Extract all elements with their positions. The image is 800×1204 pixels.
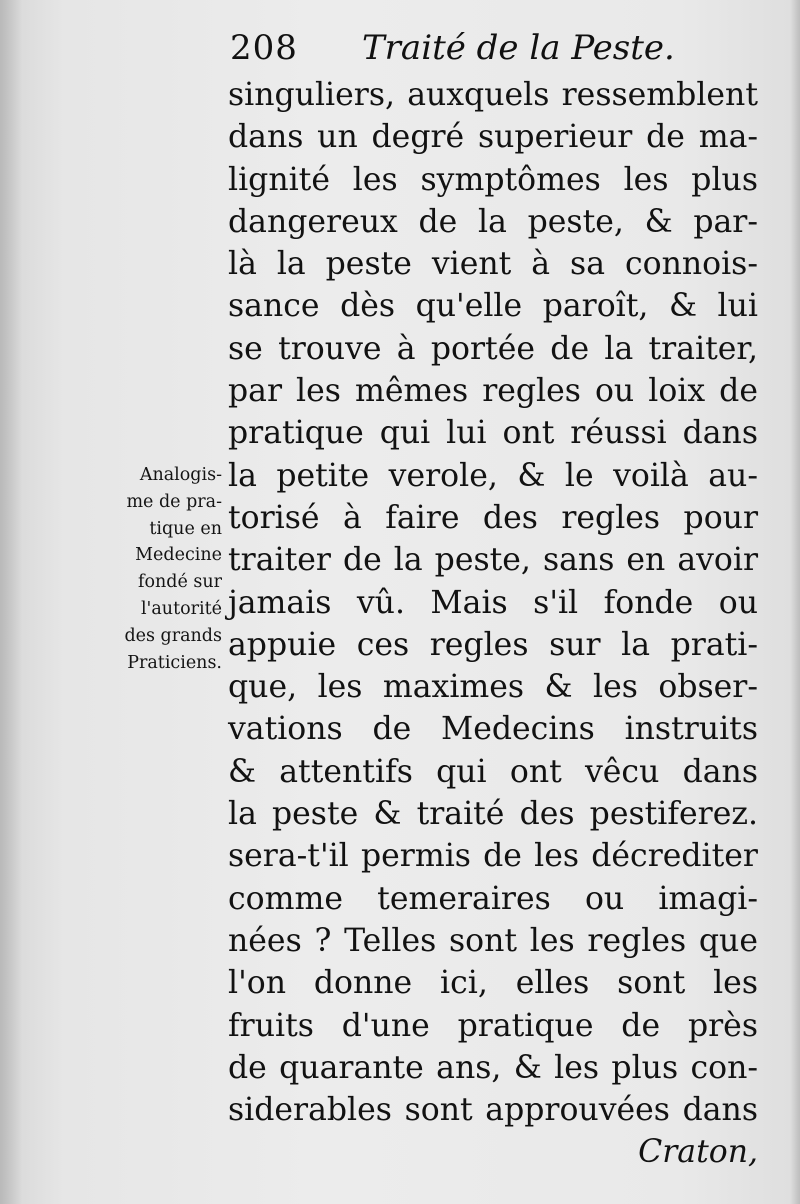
text-line: vations de Medecins instruits bbox=[228, 711, 758, 748]
text-line: sera-t'il permis de les décrediter bbox=[228, 838, 758, 875]
text-line: appuie ces regles sur la prati- bbox=[228, 626, 758, 663]
page-number: 208 bbox=[230, 28, 298, 68]
text-line: nées ? Telles sont les regles que bbox=[228, 922, 758, 959]
text-line: dans un degré superieur de ma- bbox=[228, 119, 758, 156]
text-line: dangereux de la peste, & par- bbox=[228, 203, 758, 240]
gutter-shadow bbox=[0, 0, 22, 1204]
margin-note-line: Analogis- bbox=[139, 465, 222, 485]
text-line: lignité les symptômes les plus bbox=[228, 161, 758, 198]
margin-note-line: des grands bbox=[124, 625, 222, 646]
margin-note-line: l'autorité bbox=[140, 598, 222, 619]
page-edge bbox=[790, 0, 800, 1204]
text-line: sance dès qu'elle paroît, & lui bbox=[228, 288, 758, 325]
margin-note-line: fondé sur bbox=[137, 572, 222, 593]
text-line: & attentifs qui ont vêcu dans bbox=[228, 753, 758, 790]
catchword: Craton, bbox=[638, 1134, 758, 1171]
body-text bbox=[228, 74, 758, 1174]
text-line: comme temeraires ou imagi- bbox=[228, 880, 758, 917]
page-header bbox=[230, 22, 770, 78]
text-line: que, les maximes & les obser- bbox=[228, 669, 758, 706]
text-line: de quarante ans, & les plus con- bbox=[228, 1049, 758, 1086]
text-line: pratique qui lui ont réussi dans bbox=[228, 415, 758, 452]
margin-note-line: me de pra- bbox=[126, 491, 222, 512]
text-line: la petite verole, & le voilà au- bbox=[228, 457, 758, 494]
text-line: siderables sont approuvées dans bbox=[228, 1092, 758, 1129]
text-line: par les mêmes regles ou loix de bbox=[228, 373, 758, 410]
text-line: jamais vû. Mais s'il fonde ou bbox=[228, 584, 758, 621]
margin-note-line: Praticiens. bbox=[127, 652, 222, 673]
text-line: là la peste vient à sa connois- bbox=[228, 246, 758, 283]
text-line: l'on donne ici, elles sont les bbox=[228, 965, 758, 1002]
text-line: singuliers, auxquels ressemblent bbox=[228, 77, 758, 113]
text-line: torisé à faire des regles pour bbox=[228, 499, 758, 536]
margin-note-line: Medecine bbox=[135, 545, 222, 566]
text-line: se trouve à portée de la traiter, bbox=[228, 330, 758, 367]
running-title: Traité de la Peste. bbox=[362, 28, 675, 68]
text-line: la peste & traité des pestiferez. bbox=[228, 796, 758, 833]
text-line: traiter de la peste, sans en avoir bbox=[228, 542, 758, 579]
margin-note-line: tique en bbox=[149, 518, 222, 539]
margin-note bbox=[72, 462, 222, 676]
text-line: fruits d'une pratique de près bbox=[228, 1007, 758, 1044]
